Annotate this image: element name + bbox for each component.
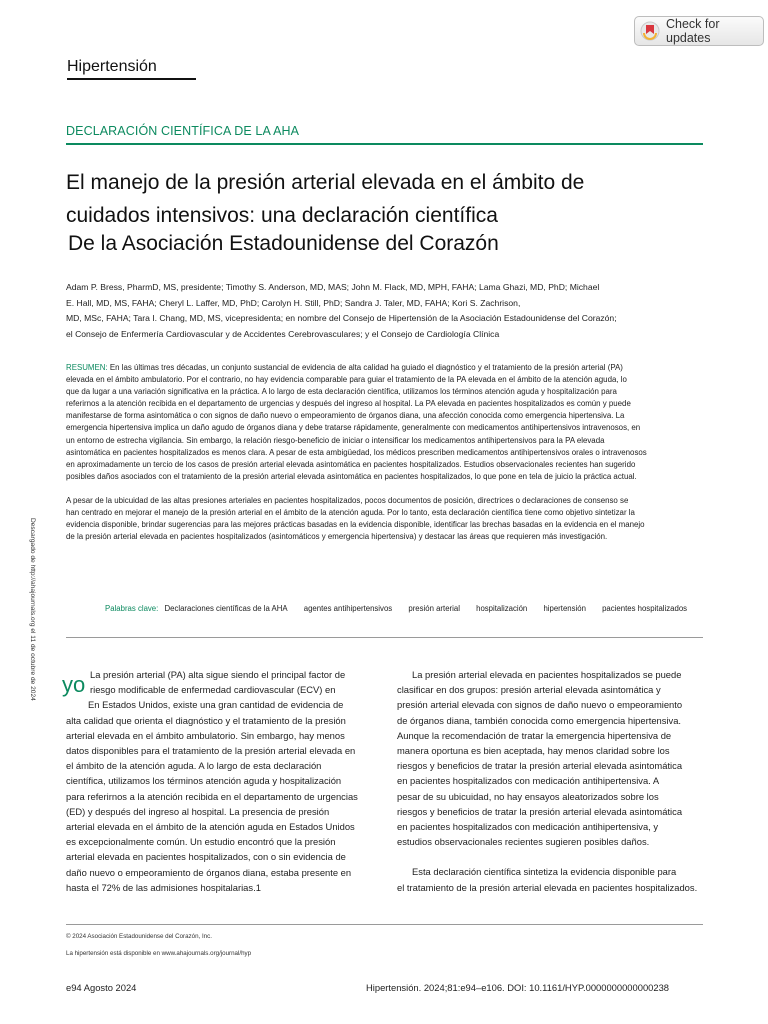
- paragraph-gap: [397, 849, 717, 864]
- body-line: (ED) y después del ingreso al hospital. La presencia de presión: [66, 805, 330, 817]
- body-line: estudios observacionales recientes sugieren posibles daños.: [397, 836, 650, 848]
- body-line: presión arterial elevada con signos de daño nuevo o empeoramiento: [397, 699, 683, 711]
- body-line: riesgos y beneficios de tratar la presión arterial elevada asintomática: [397, 805, 683, 817]
- citation-doi: Hipertensión. 2024;81:e94–e106. DOI: 10.1161/HYP.0000000000000238: [366, 982, 670, 993]
- keyword: presión arterial: [408, 604, 460, 613]
- body-column-left: [66, 667, 366, 895]
- body-line: manera oportuna es bien aceptada, hay menos claridad sobre los: [397, 745, 670, 757]
- abstract-line: posibles daños asociados con el tratamiento de la presión arterial elevada asintomática en pacientes hospitalizados, lo que pone en tela de juicio la práctica actual.: [66, 471, 637, 481]
- abstract-line: que da lugar a una variación significativa en la práctica. A lo largo de esta declaración científica, utilizamos los términos atención aguda y hospitalización para: [66, 387, 617, 397]
- body-column-right: [397, 667, 717, 895]
- check-for-updates-button[interactable]: [634, 16, 764, 46]
- abstract-lead: RESUMEN:: [66, 363, 108, 372]
- abstract-line: han centrado en mejorar el manejo de la presión arterial en el ámbito de la atención aguda. Por lo tanto, esta declaración científica tiene como objetivo sintetizar la: [66, 508, 635, 518]
- keyword: Declaraciones científicas de la AHA: [164, 604, 288, 613]
- body-line: clasificar en dos grupos: presión arterial elevada asintomática y: [397, 684, 661, 696]
- crossmark-icon: [640, 21, 660, 41]
- article-title-line-3: De la Asociación Estadounidense del Corazón: [68, 232, 499, 255]
- abstract-line: en aproximadamente un tercio de los casos de presión arterial elevada asintomática en pacientes hospitalizados. Estudios observacionales recientes han sugerido: [66, 459, 636, 469]
- check-for-updates-label: Check for updates: [666, 17, 720, 45]
- section-divider: [66, 637, 703, 638]
- abstract-line: un entorno de estrecha vigilancia. Sin embargo, la relación riesgo-beneficio de iniciar o intensificar los medicamentos antihipertensivos para la PA elevada: [66, 435, 605, 445]
- body-line: arterial elevada en pacientes hospitalizados, con o sin evidencia de: [66, 851, 346, 863]
- body-line: es excepcionalmente común. Un estudio encontró que la presión: [66, 836, 336, 848]
- body-line: riesgo modificable de enfermedad cardiovascular (ECV) en: [90, 684, 336, 696]
- journal-underline: [67, 78, 196, 80]
- abstract-line: elevada en el ámbito ambulatorio. Por el contrario, no hay evidencia comparable para guiar el tratamiento de la PA elevada en el ámbito de la atención aguda, lo: [66, 375, 627, 385]
- abstract-line: evidencia disponible, brindar sugerencias para las mejores prácticas basadas en la evidencia disponible, identificar las brechas basadas en la evidencia en el manejo: [66, 520, 645, 530]
- body-line: de órganos diana, también conocida como emergencia hipertensiva.: [397, 714, 682, 726]
- drop-cap: yo: [62, 672, 86, 697]
- availability-note: La hipertensión está disponible en www.ahajournals.org/journal/hyp: [66, 950, 252, 957]
- abstract-line: A pesar de la ubicuidad de las altas presiones arteriales en pacientes hospitalizados, pocos documentos de posición, directrices o declaraciones de consenso se: [66, 495, 629, 505]
- article-title-line-2: cuidados intensivos: una declaración científica: [66, 204, 498, 227]
- body-line: el tratamiento de la presión arterial elevada en pacientes hospitalizados.: [397, 881, 698, 893]
- page-number-date: e94 Agosto 2024: [66, 982, 137, 993]
- statement-type: DECLARACIÓN CIENTÍFICA DE LA AHA: [66, 124, 300, 138]
- body-line: alta calidad que orienta el diagnóstico y el tratamiento de la presión: [66, 714, 346, 726]
- body-line: daño nuevo o empeoramiento de órganos diana, estaba presente en: [66, 866, 352, 878]
- author-line: MD, MSc, FAHA; Tara I. Chang, MD, MS, vicepresidenta; en nombre del Consejo de Hipertensión de la Asociación Estadounidense del Corazón;: [66, 313, 617, 324]
- body-line: La presión arterial (PA) alta sigue siendo el principal factor de: [90, 669, 346, 680]
- body-line: hasta el 72% de las admisiones hospitalarias.1: [66, 881, 261, 893]
- abstract-line: emergencia hipertensiva implica un daño agudo de órganos diana y debe tratarse rápidamente, generalmente con medicamentos antihipertensivos intravenosos, en: [66, 423, 641, 433]
- statement-rule: [66, 143, 703, 145]
- keyword: hipertensión: [543, 604, 586, 613]
- body-line: Esta declaración científica sintetiza la evidencia disponible para: [412, 866, 677, 878]
- author-line: el Consejo de Enfermería Cardiovascular y de Accidentes Cerebrovasculares; y el Consejo de Cardiología Clínica: [66, 328, 500, 339]
- keywords: [105, 604, 701, 613]
- body-line: riesgos y beneficios de tratar la presión arterial elevada asintomática: [397, 760, 683, 772]
- paragraph-gap: [66, 483, 706, 495]
- body-line: en pacientes hospitalizados con medicación antihipertensiva, y: [397, 821, 659, 833]
- body-line: arterial elevada en el ámbito de la atención aguda en Estados Unidos: [66, 821, 355, 833]
- abstract-line: RESUMEN: En las últimas tres décadas, un conjunto sustancial de evidencia de alta calidad ha guiado el diagnóstico y el tratamiento de la presión arterial (PA): [66, 363, 623, 372]
- body-line: arterial elevada en el ámbito ambulatorio. Sin embargo, hay menos: [66, 729, 345, 741]
- article-title-line-1: El manejo de la presión arterial elevada en el ámbito de: [66, 171, 585, 194]
- keywords-label: Palabras clave:: [105, 604, 159, 613]
- author-line: E. Hall, MD, MS, FAHA; Cheryl L. Laffer, MD, PhD; Carolyn H. Still, PhD; Sandra J. Taler, MD, FAHA; Kori S. Zachrison,: [66, 297, 521, 308]
- abstract-line: manifestarse de forma asintomática o con signos de daño nuevo o empeoramiento de órganos diana, una afección conocida como emergencia hipertensiva. La: [66, 411, 625, 421]
- body-line: Aunque la recomendación de tratar la emergencia hipertensiva de: [397, 729, 672, 741]
- download-watermark: Descargado de http://ahajournals.org el 11 de octubre de 2024: [29, 518, 36, 701]
- keyword: pacientes hospitalizados: [602, 604, 688, 613]
- author-line: Adam P. Bress, PharmD, MS, presidente; Timothy S. Anderson, MD, MAS; John M. Flack, MD, MPH, FAHA; Lama Ghazi, MD, PhD; Michael: [66, 282, 600, 292]
- body-line: pesar de su ubicuidad, no hay ensayos aleatorizados sobre los: [397, 790, 659, 802]
- body-line: En Estados Unidos, existe una gran cantidad de evidencia de: [88, 699, 344, 711]
- body-line: La presión arterial elevada en pacientes hospitalizados se puede: [412, 669, 682, 680]
- journal-name: Hipertensión: [67, 58, 157, 75]
- body-line: el ámbito de la atención aguda. A lo largo de esta declaración: [66, 760, 322, 772]
- body-line: científica, utilizamos los términos atención aguda y hospitalización: [66, 775, 342, 787]
- body-line: datos disponibles para el tratamiento de la presión arterial elevada en: [66, 745, 356, 757]
- abstract-line: de la presión arterial elevada en pacientes hospitalizados (asintomáticos y emergencia hipertensiva) y destacar las áreas que requieren más investigación.: [66, 532, 608, 542]
- footnote-divider: [66, 924, 703, 925]
- copyright-note: © 2024 Asociación Estadounidense del Corazón, Inc.: [66, 933, 212, 940]
- keyword: hospitalización: [476, 604, 528, 613]
- body-line: para referirnos a la atención recibida en el departamento de urgencias: [66, 790, 358, 802]
- abstract: [66, 362, 706, 543]
- abstract-line: asintomática en pacientes hospitalizados es menos clara. A pesar de esta ambigüedad, los médicos prescriben medicamentos antihipertensivos orales o intravenosos: [66, 447, 647, 457]
- body-line: en pacientes hospitalizados con medicación antihipertensiva. A: [397, 775, 660, 787]
- abstract-line: referirnos a la atención recibida en el departamento de urgencias y después del ingreso al hospital. La PA elevada en pacientes hospitalizados es común y puede: [66, 399, 631, 409]
- keyword: agentes antihipertensivos: [303, 604, 393, 613]
- author-list: [66, 280, 706, 342]
